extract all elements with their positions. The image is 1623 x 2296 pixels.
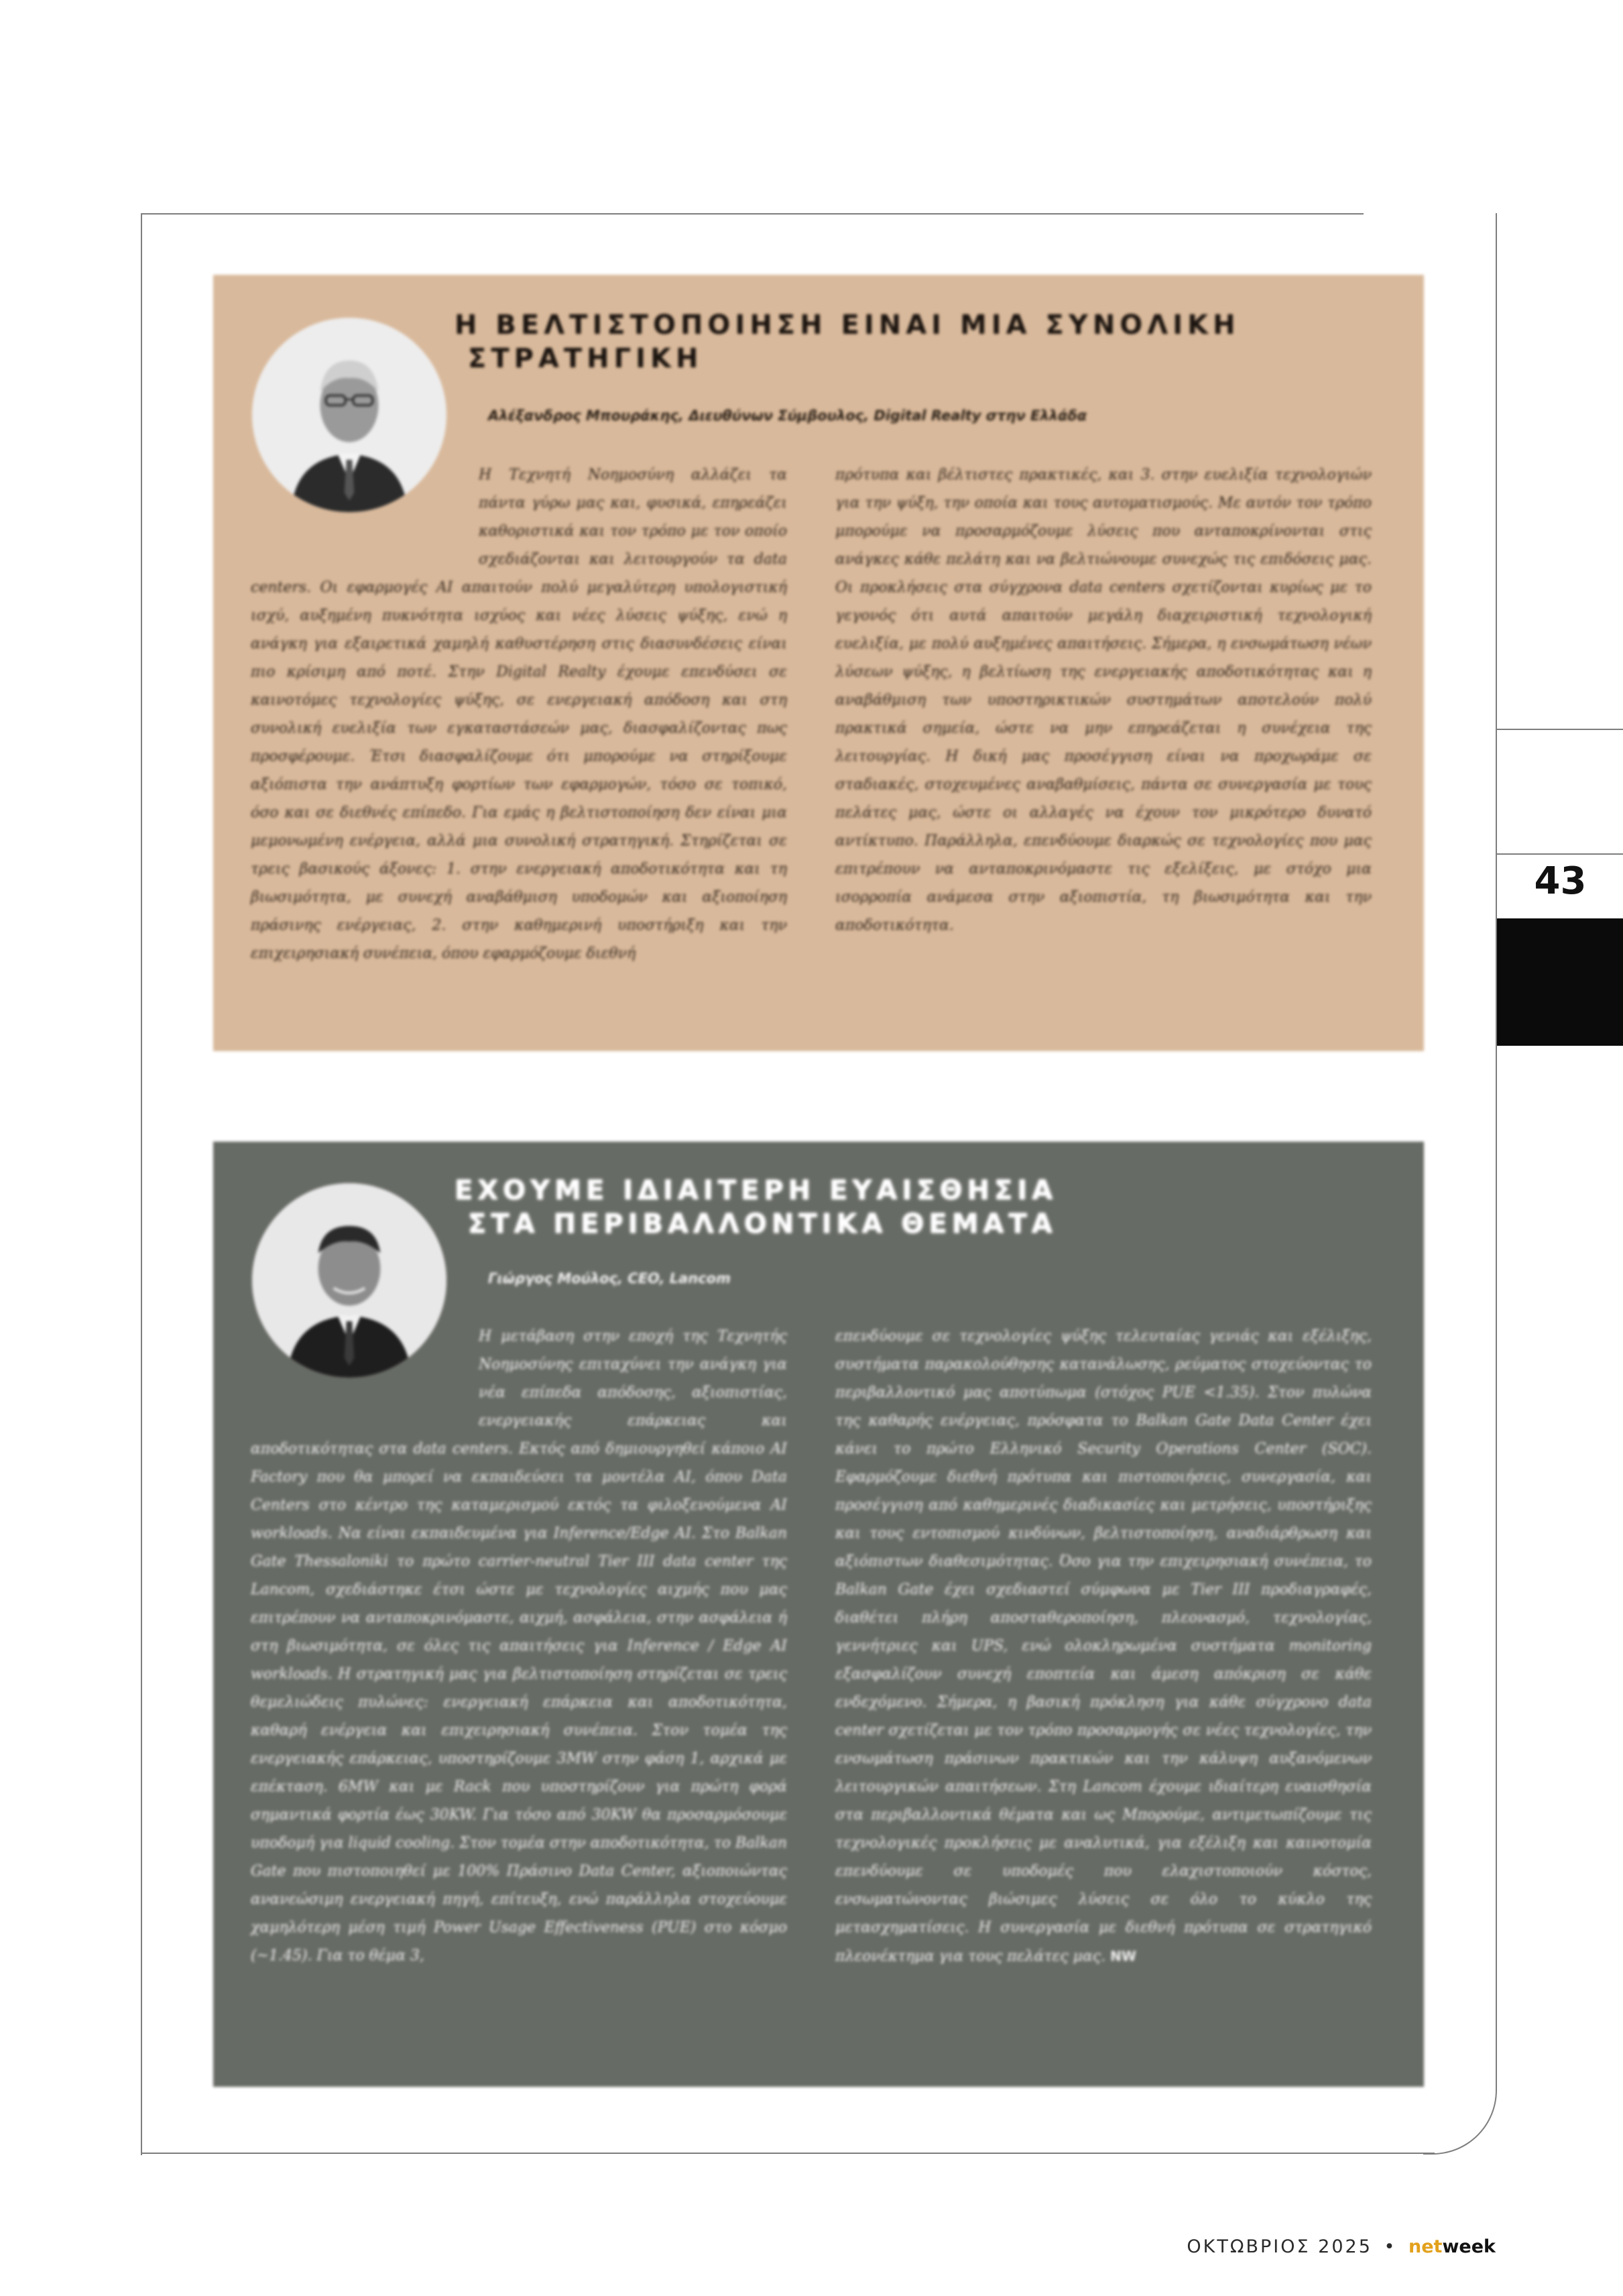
article-byline-1: Αλέξανδρος Μπουράκης, Διευθύνων Σύμβουλος, Digital Realty στην Ελλάδα: [488, 408, 1087, 424]
page-frame-right-edge: [1496, 213, 1497, 2081]
headline-line-2: ΣΤΑ ΠΕΡΙΒΑΛΛΟΝΤΙΚΑ ΘΕΜΑΤΑ: [468, 1209, 1057, 1240]
footer-separator: •: [1384, 2236, 1397, 2257]
article-2-column-right: [835, 1323, 1372, 1971]
article-byline-2: Γιώργος Μούλος, CEO, Lancom: [488, 1270, 731, 1286]
article-2-column-left: [251, 1323, 787, 1970]
footer-date: ΟΚΤΩΒΡΙΟΣ 2025: [1187, 2236, 1372, 2257]
end-mark: NW: [1110, 1948, 1136, 1964]
article-2-column-right-text: επενδύουμε σε τεχνολογίες ψύξης τελευταίας γενιάς και εξέλιξης, συστήματα παρακολούθησης κατανάλωσης, ρεύματος στοχεύοντας το περιβαλλοντικό μας αποτύπωμα (στόχος PUE <1.35). Στον πυλώνα της καθαρής ενέργειας, πρόσφατα το Balkan Gate Data Center έχει κάνει το πρώτο Ελληνικό Security Operations Center (SOC). Εφαρμόζουμε διεθνή πρότυπα και πιστοποιήσεις, συνεργασία, και προσέγγιση από καθημερινές διαδικασίες και μετρήσεις, υποστήριξης και τους εντοπισμού κινδύνων, βελτιστοποίηση, αναδιάρθρωση και αξιόπιστων διαθεσιμότητας. Όσο για την επιχειρησιακή συνέπεια, το Balkan Gate έχει σχεδιαστεί σύμφωνα με Tier III προδιαγραφές, διαθέτει πλήρη αποσταθεροποίηση, πλεονασμό, τεχνολογίας, γεννήτριες και UPS, ενώ ολοκληρωμένα συστήματα monitoring εξασφαλίζουν συνεχή εποπτεία και άμεση απόκριση σε κάθε ενδεχόμενο. Σήμερα, η βασική πρόκληση για κάθε σύγχρονο data center σχετίζεται με τον τρόπο προσαρμογής σε νέες τεχνολογίες, την ενσωμάτωση πράσινων πρακτικών και την κάλυψη αυξανόμενων λειτουργικών απαιτήσεων. Στη Lancom έχουμε ιδιαίτερη ευαισθησία στα περιβαλλοντικά θέματα και ως Μπορούμε, αντιμετωπίζουμε τις τεχνολογικές προκλήσεις με αναλυτικά, για εξέλιξη και καινοτομία επενδύουμε σε υποδομές που ελαχιστοποιούν κόστος, ενσωματώνοντας βιώσιμες λύσεις σε όλο το κύκλο της μετασχηματίσεις. Η συνεργασία με διεθνή πρότυπα σε στρατηγικό πλεονέκτημα για τους πελάτες μας.: [835, 1328, 1372, 1965]
article-2-column-left-text: Η μετάβαση στην εποχή της Τεχνητής Νοημοσύνης επιταχύνει την ανάγκη για νέα επίπεδα απόδοσης, αξιοπιστίας, ενεργειακής επάρκειας και αποδοτικότητας στα data centers. Εκτός από δημιουργηθεί κάποιο AI Factory που θα μπορεί να εκπαιδεύσει τα μοντέλα AI, όπου Data Centers στο κέντρο της καταμερισμού εκτός τα φιλοξενούμενα AI workloads. Να είναι εκπαιδευμένα για Inference/Edge AI. Στο Balkan Gate Thessaloniki το πρώτο carrier-neutral Tier III data center της Lancom, σχεδιάστηκε έτσι ώστε με τεχνολογίες αιχμής που μας επιτρέπουν να ανταποκρινόμαστε, αιχμή, ασφάλεια, στην ασφάλεια ή στη βιωσιμότητα, σε όλες τις απαιτήσεις για Inference / Edge AI workloads. Η στρατηγική μας για βελτιστοποίηση στηρίζεται σε τρεις θεμελιώδεις πυλώνες: ενεργειακή επάρκεια και αποδοτικότητα, καθαρή ενέργεια και επιχειρησιακή συνέπεια. Στον τομέα της ενεργειακής επάρκειας, υποστηρίζουμε 3MW στην φάση 1, αρχικά με επέκταση. 6MW και με Rack που υποστηρίζουν για πρώτη φορά σημαντικά φορτία έως 30KW. Για τόσο από 30KW θα προσαρμόσουμε υποδομή για liquid cooling. Στον τομέα στην αποδοτικότητα, το Balkan Gate που πιστοποιηθεί με 100% Πράσινο Data Center, αξιοποιώντας ανανεώσιμη ενεργειακή πηγή, επίτευξη, ενώ παράλληλα στοχεύουμε χαμηλότερη μέση τιμή Power Usage Effectiveness (PUE) στο κόσμο (~1.45). Για το θέμα 3,: [251, 1328, 787, 1964]
page-number: 43: [1534, 859, 1587, 903]
page-frame-rounded-corner: [1423, 2081, 1497, 2155]
article-box-2: [213, 1142, 1424, 2087]
article-1-column-right: πρότυπα και βέλτιστες πρακτικές, και 3. στην ευελιξία τεχνολογιών για την ψύξη, την οποία και τους αυτοματισμούς. Με αυτόν τον τρόπο μπορούμε να προσαρμόζουμε λύσεις που ανταποκρίνονται στις ανάγκες κάθε πελάτη και να βελτιώνουμε συνεχώς τις επιδόσεις μας. Οι προκλήσεις στα σύγχρονα data centers σχετίζονται κυρίως με το γεγονός ότι αυτά απαιτούν μεγάλη διαχειριστική τεχνολογική ευελιξία, με πολύ αυξημένες απαιτήσεις. Σήμερα, η ενσωμάτωση νέων λύσεων ψύξης, η βελτίωση της ενεργειακής αποδοτικότητας και η αναβάθμιση των υποστηρικτικών συστημάτων αποτελούν πολύ πρακτικά σημεία, ώστε να μην επηρεάζεται η συνέχεια της λειτουργίας. Η δική μας προσέγγιση είναι να προχωράμε σε σταδιακές, στοχευμένες αναβαθμίσεις, πάντα σε συνεργασία με τους πελάτες μας, ώστε οι αλλαγές να έχουν τον μικρότερο δυνατό αντίκτυπο. Παράλληλα, επενδύουμε διαρκώς σε τεχνολογίες που μας επιτρέπουν να ανταποκρινόμαστε τις εξελίξεις, με στόχο μια ισορροπία ανάμεσα στην αξιοπιστία, τη βιωσιμότητα και την αποδοτικότητα.: [835, 467, 1372, 934]
side-tab-rule-top: [1497, 729, 1623, 730]
article-1-column-left: [251, 461, 787, 968]
article-headline-2: [455, 1174, 1326, 1241]
headline-line-2: ΣΤΡΑΤΗΓΙΚΗ: [468, 343, 703, 374]
brand-logo-week: week: [1442, 2236, 1496, 2257]
article-1-column-left-text: Η Τεχνητή Νοημοσύνη αλλάζει τα πάντα γύρω μας και, φυσικά, επηρεάζει καθοριστικά και τον τρόπο με τον οποίο σχεδιάζονται και λειτουργούν τα data centers. Οι εφαρμογές AI απαιτούν πολύ μεγαλύτερη υπολογιστική ισχύ, αυξημένη πυκνότητα ισχύος και νέες λύσεις ψύξης, ενώ η ανάγκη για εξαιρετικά χαμηλή καθυστέρηση στις διασυνδέσεις είναι πιο κρίσιμη από ποτέ. Στην Digital Realty έχουμε επενδύσει σε καινοτόμες τεχνολογίες ψύξης, σε ενεργειακή απόδοση και στη συνολική ευελιξία των εγκαταστάσεών μας, διασφαλίζοντας πως προσφέρουμε. Έτσι διασφαλίζουμε ότι μπορούμε να στηρίξουμε αξιόπιστα την ανάπτυξη φορτίων των εφαρμογών, τόσο σε τοπικό, όσο και σε διεθνές επίπεδο. Για εμάς η βελτιστοποίηση δεν είναι μια μεμονωμένη ενέργεια, αλλά μια συνολική στρατηγική. Στηρίζεται σε τρεις βασικούς άξονες: 1. στην ενεργειακή αποδοτικότητα και τη βιωσιμότητα, με συνεχή αναβάθμιση υποδομών και αξιοποίηση πράσινης ενέργειας, 2. στην καθημερινή υποστήριξη και την επιχειρησιακή συνέπεια, όπου εφαρμόζουμε διεθνή: [251, 467, 787, 962]
page-frame-bottom-edge: [141, 2153, 1435, 2154]
article-box-1: [213, 275, 1424, 1051]
brand-logo-net: net: [1408, 2236, 1443, 2257]
page-footer: [1187, 2236, 1496, 2257]
side-tab-rule-middle: [1497, 853, 1623, 855]
headline-line-1: Η ΒΕΛΤΙΣΤΟΠΟΙΗΣΗ ΕΙΝΑΙ ΜΙΑ ΣΥΝΟΛΙΚΗ: [455, 310, 1240, 341]
article-headline-1: [455, 308, 1326, 375]
side-tab-black-block: [1497, 918, 1623, 1046]
headline-line-1: ΕΧΟΥΜΕ ΙΔΙΑΙΤΕΡΗ ΕΥΑΙΣΘΗΣΙΑ: [455, 1175, 1058, 1206]
